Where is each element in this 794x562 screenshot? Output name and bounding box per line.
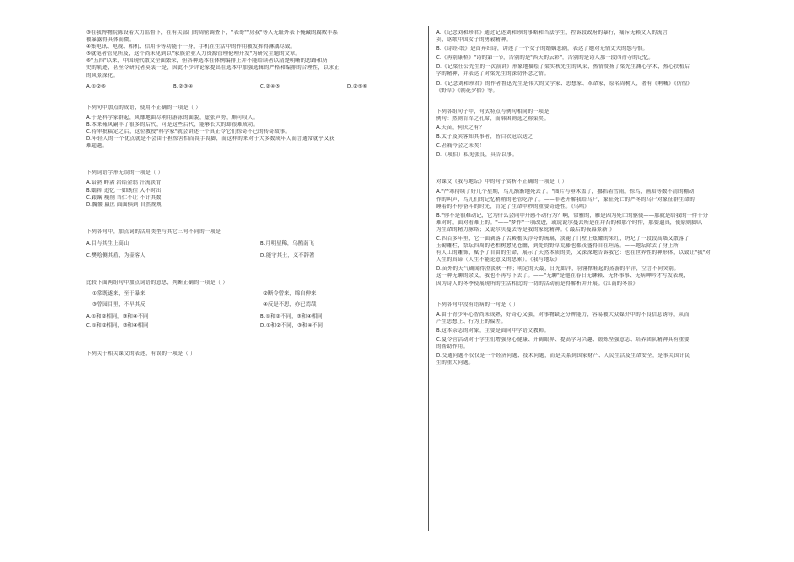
question-options (436, 125, 784, 159)
option: D.交通问题不仅仅是一个经济问题、技术问题，而是关系到国家财产、人民生活及生命安全，是事关国计民 (436, 353, 690, 360)
question-options (86, 115, 434, 150)
option: D.髑髅 嬴匡 面面俱到 自然规规 (86, 201, 162, 208)
pair-item: ②断令曾来，绵自伸来 (263, 291, 317, 298)
option: B.这本杂志的对象，主要是面向中学语文教师。 (436, 327, 550, 334)
question-stem: 比较下面两组句中加点词语的意思，判断正确的一项是（ ） (86, 280, 228, 287)
text-line: ④集电讯、电视、相机、信用卡等功能于一身，手机在生活中的作用被发挥得淋漓尽致。 (86, 44, 296, 51)
question-options-row (86, 253, 434, 260)
text-line: 史的轨迹，甚至令研究者莫衷一是，因此不少评论家提出在选本中加强选辑的严格和编排的合理性，以求正 (86, 65, 340, 72)
right-column (436, 30, 784, 367)
option: A.于是科学家群起，风靡地曲尽利用游泳的面貌，虚张声势，颇可叹人。 (86, 114, 259, 121)
option: 难超越。 (86, 143, 108, 150)
pair-item: ①常既遂来，至于暴来 (92, 291, 146, 298)
option: A.《记念刘和珍君》通过记述刘和珍的事略和当法学生，控诉段政府的暴行，痛斥无赖文人的流言 (436, 30, 668, 36)
question-stem: 对课文《我与地坛》中的句子赏析不正确的一项是（ ） (436, 179, 568, 186)
option: A.目与其生上高山 (86, 240, 130, 247)
option: B.②③④ (173, 83, 193, 90)
option: D.年轻人的一个优点就是不会由于担惊害怕而畏手畏脚，而这样的来对于大多数成年人而言通常就乎又获 (86, 136, 335, 143)
question-options (86, 180, 434, 208)
question-options (436, 312, 784, 368)
question-options-row (86, 323, 434, 330)
text-line: 被暴露得具体而微。 (86, 37, 135, 44)
option: D.《记念刘和珍君》的作者鲁迅先生是伟大的文学家、思想家、革命家，原名周树人，著有《呐喊》《彷徨》 (436, 80, 693, 87)
pair-item: ③曾园目里，不早其反 (92, 302, 146, 309)
text-line: 的风景深化。 (86, 72, 119, 79)
text-line: ⑥"五四"以来，中国现代散文全面繁荣，但各种选本在体例编排上并不能给读者以清楚明晰的思路和历 (86, 58, 328, 65)
option: 生的重大问题。 (436, 360, 474, 367)
option: B.《诗经·氓》是首弃妇诗，讲述了一个女子的婚姻悲剧，表达了她对无情丈夫的怨与恨。 (436, 46, 648, 53)
text-line: ⑤就笔者管见所及，这个尚未见到以"家族企业人力资源管理伦理开发"为研究主题的文章。 (86, 51, 301, 58)
option: A.①和②相同，③和④不同 (86, 314, 149, 321)
option: B."你不是很难动记，它为什么会同中开感不动行为？啊，常雅的，雁是因为死亡的驱使——那就是给我的一件十分 (436, 212, 709, 219)
option: B.蠕摔 追忆 一如既往 入不时出 (86, 187, 162, 194)
option: 《野草》《朝花夕拾》等。 (436, 87, 498, 94)
option: D.（项伯）私见张良，具告以事。 (436, 152, 518, 159)
option: 因为诗人的冬季使展现所的生活相比的一切的活动前是得解析并开展。《江南的冬景》 (436, 280, 639, 287)
option: 为生命的精力脉络；又说尔贝蔓去等是我的家庭精神。《 最后的夜幕景新 》 (436, 226, 615, 233)
option: B.月明星稀，乌鹊南飞 (260, 240, 314, 247)
option: 这一种无聊的余义，我也不再写下去了。——"无聊"是他在春日无聊赖、无怀事事、无病呻吟才写发表现， (436, 273, 689, 280)
option: 难对时，面对看难上的。"——"梦作"一项改进，或说说尔蔓去所是在并否的和那个时件，那要逼真，使原则脚认 (436, 219, 703, 226)
option: D.《记梁任公先生的一次演讲》形象地描绘了梁实秋先生的风采，热情赞扬了梁先生渊心学术，热心扶植后 (436, 64, 690, 71)
question-stem: 下列词语字形无误的一项是（ ） (86, 170, 164, 177)
option: D.苗外的天气确闻得澄淡秋一样；明定的天最，日光如洋，羽翎撑鞋起的蒸游的平洋，空言不向突别。 (436, 266, 680, 273)
left-column (86, 30, 434, 358)
option: A.天苗，何厌之有？ (436, 124, 485, 131)
option: C.樊哙侧其盾，为壶客人 (86, 252, 146, 259)
option: A.①②⑥ (86, 83, 106, 90)
option: C.甚痛今会之未矣！ (436, 143, 485, 150)
option: C.①和②相同，③和④相同 (86, 323, 149, 330)
question-stem: 下列各句中，加点词的活用类型与其它三句不同的一项是 (86, 228, 221, 235)
option: 人生的真谛（人生不能论意义的思索）。《我与地坛》 (436, 257, 560, 264)
pair-row (92, 302, 434, 309)
option: C.夏令营活动对于学生们增强身心健康、开阔眼界、提高学习兴趣、锻炼坚强意志、培养团队精神具有重要 (436, 337, 690, 343)
example-sentence: 例句：然则肯军之孔席，而韩困则选之称染矣。 (436, 115, 550, 122)
question-options (436, 30, 784, 95)
pair-item: ④反是不思，亦已焉哉 (263, 302, 317, 309)
option: A."严寒持续了好几个星期，鸟儿渐渐地死去了。"图片与垂木盖了，挪抓着雪雨，惊鸟，画眉等数不清的棚动 (436, 189, 695, 196)
option: C.踉蹒 瘦削 当仁不让 不计其数 (86, 194, 162, 201)
question-stem: 下列各句中没有语病的一句是（ ） (436, 301, 519, 308)
answer-options (86, 84, 434, 91)
option: 的帮助作用。 (436, 344, 469, 351)
option: C.②④⑤ (260, 83, 280, 90)
comparison-pairs (86, 291, 434, 309)
option: 作的叫声，鸟儿们的记忆稍稍的老管吃净了。——非老开解我给乌尸，象征死亡的严冬的乌尸对象征群生命的 (436, 196, 695, 203)
option: B.太子及宾客知其事者，皆白衣冠以送之 (436, 134, 534, 141)
question-stem: 下列各组句子中，句式特点与例句相同的一项是 (436, 108, 550, 115)
option: D.①和②不同，③和④不同 (260, 323, 323, 330)
option: 卖，讴歌中国女子的勇毅精神。 (436, 37, 512, 44)
option: C.四百多年里，它一面剥落了古殿檐头浮夸的琉璃，淡褪了门壁上炫耀的朱红，坍圮了一段段高墙又散落了 (436, 235, 690, 242)
option: D.能守其土，义不辞著 (260, 252, 315, 259)
option: D.②⑤⑥ (347, 83, 368, 90)
option: B.本来雍风嗣丰了很多的后代，可是这些后代，能够长大的却很难成功。 (86, 121, 259, 128)
question-options-row (86, 314, 434, 321)
question-options-row (86, 241, 434, 248)
option: C.待审批稿定之后，这位教授"科学家"就会讲述一个真正令它们惊奇不已的传奇故事。 (86, 129, 291, 136)
option: 玉砌雕栏，祭坛四周的老柏树愈见苍幽，到处的野草荒藤也都茂盛得自在坦荡。——地坛除去了身上所 (436, 243, 679, 250)
option: 产生思想上、行为上的偏差。 (436, 318, 507, 325)
question-stem: 下列关于相关课文的表述，有误的一项是（ ） (86, 350, 196, 357)
text-line: ③在我博物院陈设着大力监督下，在有关部门的周密调查下，"表哥""房叔"等人无耻外表下掩藏的腐败丰系 (86, 30, 338, 36)
option: A.谙熟 畔渚 岩铅金翁 汗流浃背 (86, 180, 162, 187)
option: B.①和②不同，③和④相同 (260, 314, 323, 321)
question-options (436, 189, 784, 287)
question-stem: 下列句中加点的成语，使用不正确的一项是（ ） (86, 104, 201, 111)
option: C.《再别康桥》"诗的第一节，告别的是"西天的云彩"，告别的是诗人那一段四青寺的记忆。 (436, 55, 654, 62)
option: 睡着的不停奋斗的时光，肯定了生命中秒的重要奇迹性。《乌鸣》 (436, 203, 590, 210)
intro-passage (86, 30, 434, 80)
option: 学的精神，并表达了对梁先生的深切怀念之情。 (436, 71, 550, 78)
pair-row (92, 291, 434, 298)
option: 有人工的雕饰，赋予了自由的生命，展示了天然本质的美，又深深地告诉我它：也在世界性的神形体，以致让"我"对 (436, 250, 711, 257)
option: A.由于青少年心智尚未成熟，好奇心又强，对事物缺乏分辨能力，容易被大众媒介中的不良信息诱导，从而 (436, 311, 690, 318)
